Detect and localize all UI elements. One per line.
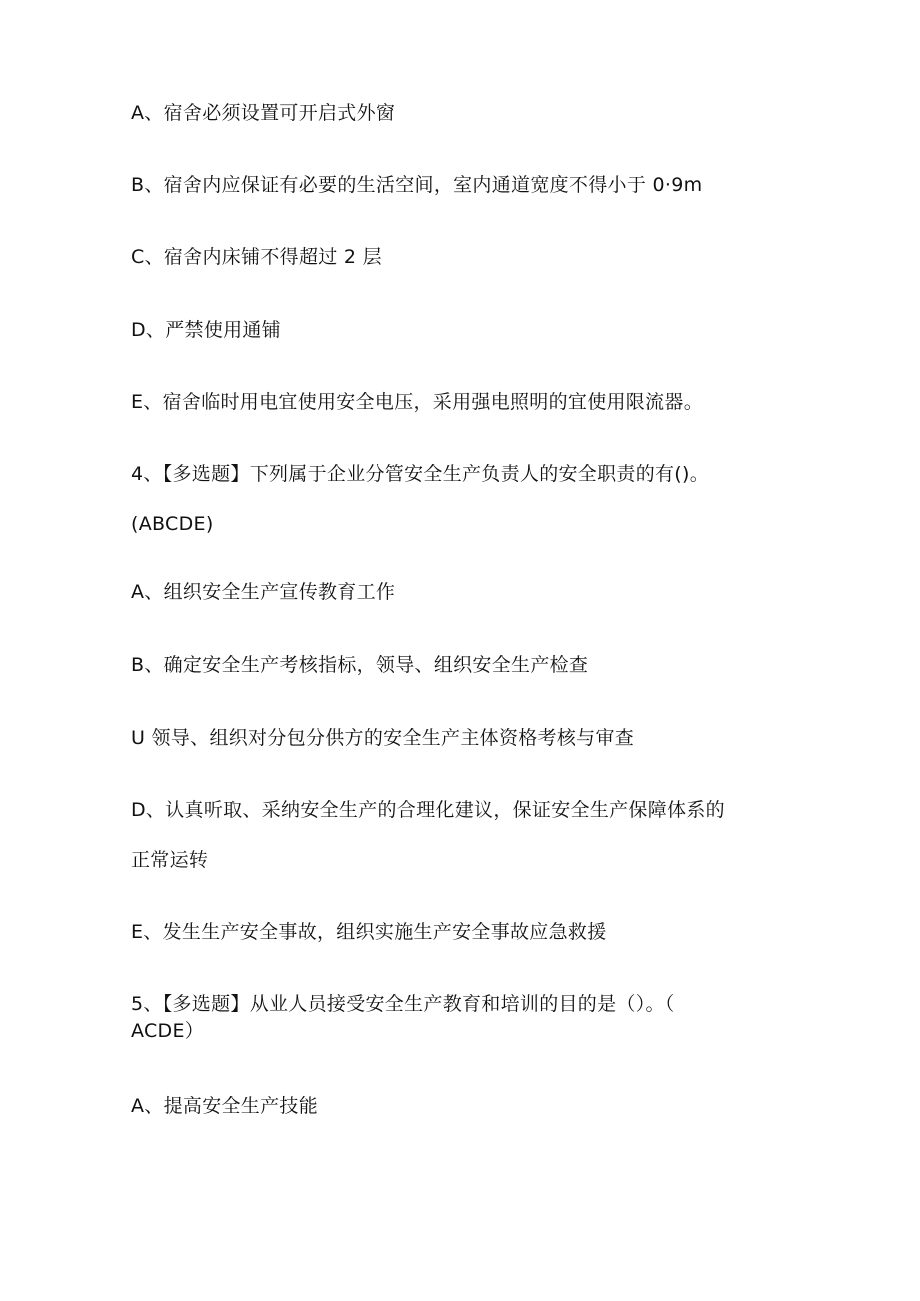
q4-option-b: B、确定安全生产考核指标，领导、组织安全生产检查 [131,654,589,676]
q3-option-c: C、宿舍内床铺不得超过 2 层 [131,246,382,268]
q5-question: 5、【多选题】从业人员接受安全生产教育和培训的目的是（）。（ [131,993,675,1015]
q4-option-d-continued: 正常运转 [131,849,209,871]
q5-answer: ACDE） [131,1020,205,1042]
q4-option-d: D、认真听取、采纳安全生产的合理化建议，保证安全生产保障体系的 [131,799,725,821]
q3-option-a: A、宿舍必须设置可开启式外窗 [131,102,396,124]
q4-question: 4、【多选题】下列属于企业分管安全生产负责人的安全职责的有()。 [131,463,710,485]
q5-option-a: A、提高安全生产技能 [131,1095,318,1117]
q3-option-b: B、宿舍内应保证有必要的生活空间，室内通道宽度不得小于 0·9m [131,174,703,196]
q4-option-c: U 领导、组织对分包分供方的安全生产主体资格考核与审查 [131,727,635,749]
q4-answer: (ABCDE) [131,513,214,535]
q3-option-e: E、宿舍临时用电宜使用安全电压，采用强电照明的宜使用限流器。 [131,391,704,413]
q4-option-e: E、发生生产安全事故，组织实施生产安全事故应急救援 [131,921,607,943]
q4-option-a: A、组织安全生产宣传教育工作 [131,581,396,603]
q3-option-d: D、严禁使用通铺 [131,319,282,341]
